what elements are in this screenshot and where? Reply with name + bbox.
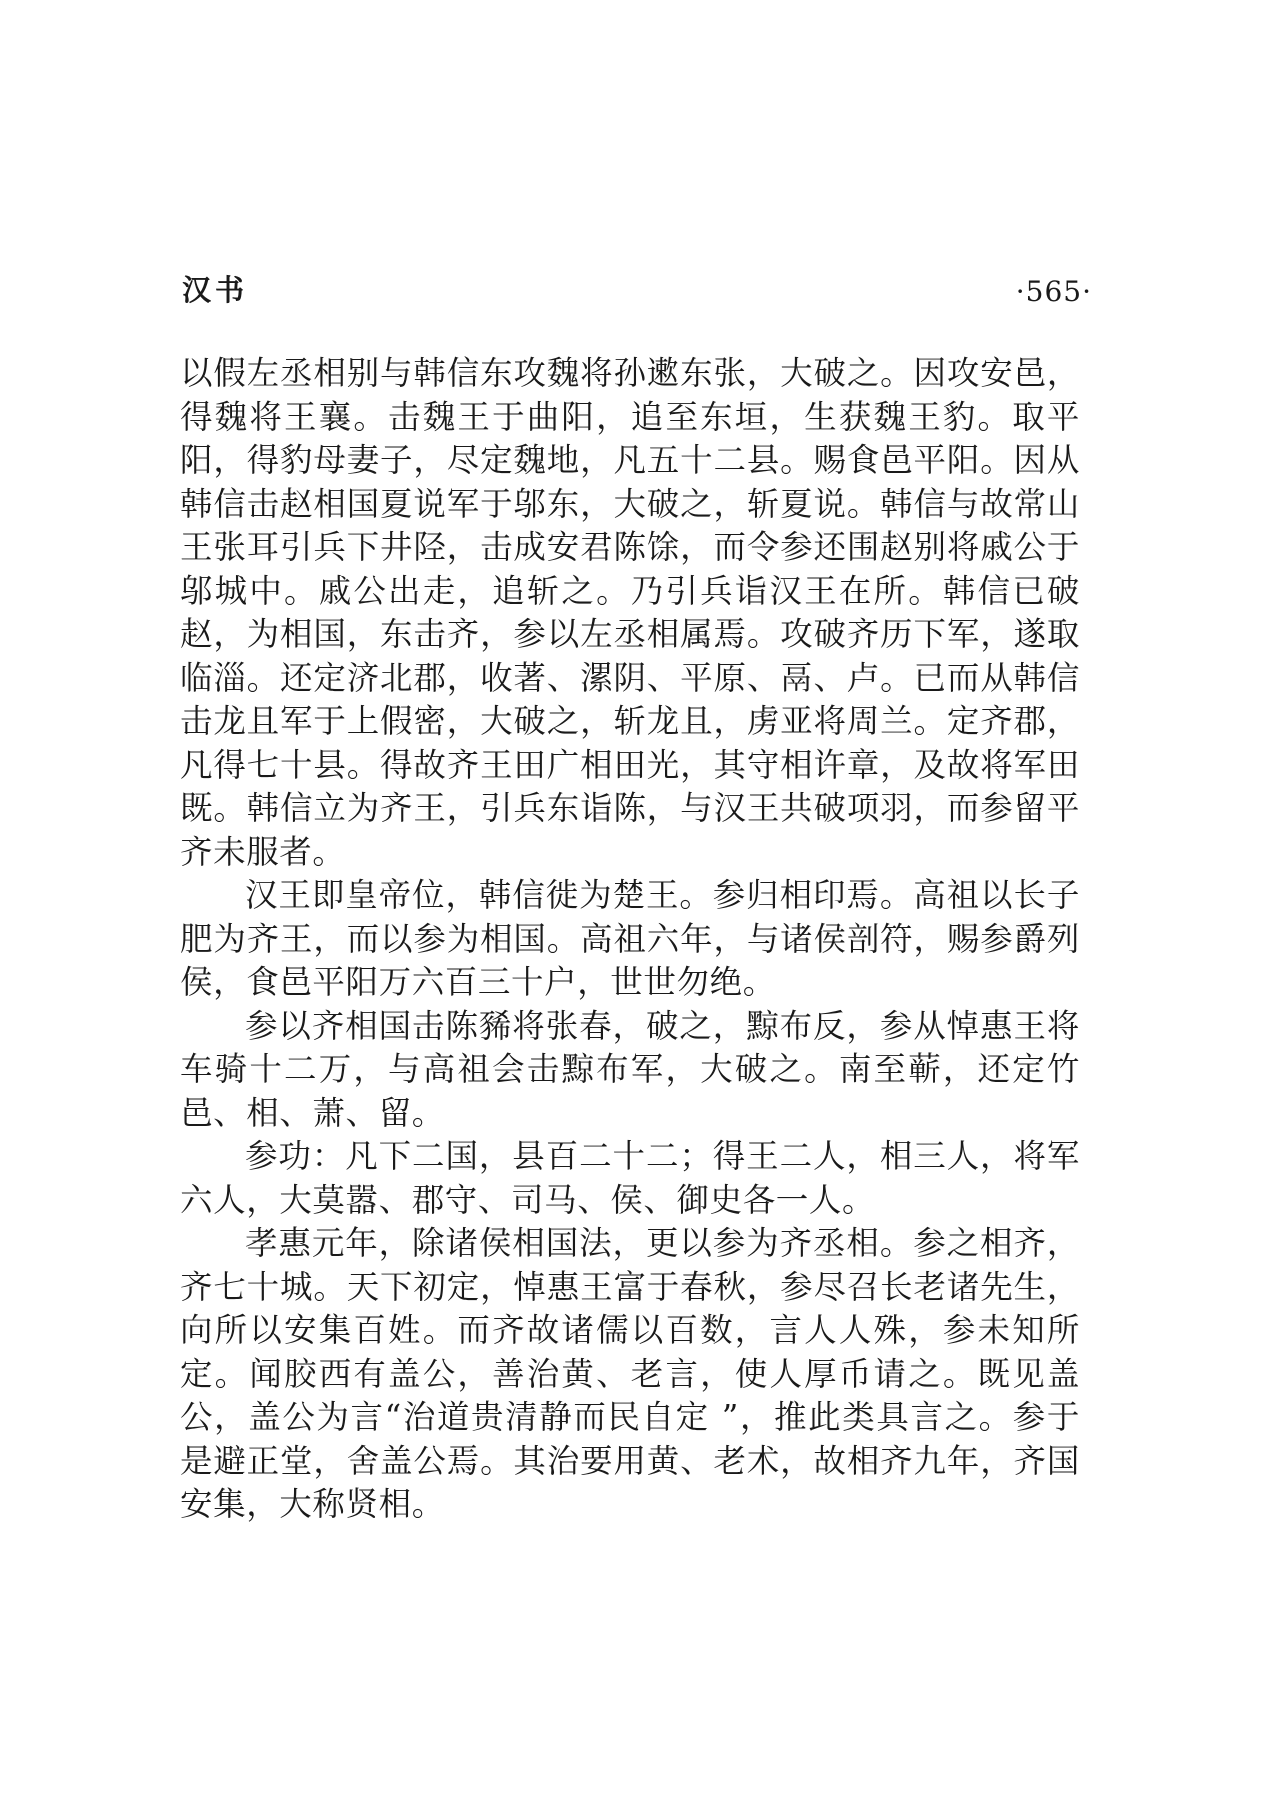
paragraph-continued: 以假左丞相别与韩信东攻魏将孙遬东张，大破之。因攻安邑，得魏将王襄。击魏王于曲阳，追至东垣，生获魏王豹。取平阳，得豹母妻子，尽定魏地，凡五十二县。赐食邑平阳。因从韩信击赵相国夏说军于邬东，大破之，斩夏说。韩信与故常山王张耳引兵下井陉，击成安君陈馀，而令参还围赵别将戚公于邬城中。戚公出走，追斩之。乃引兵诣汉王在所。韩信已破赵，为相国，东击齐，参以左丞相属焉。攻破齐历下军，遂取临淄。还定济北郡，收著、漯阴、平原、鬲、卢。已而从韩信击龙且军于上假密，大破之，斩龙且，虏亚将周兰。定齐郡，凡得七十县。得故齐王田广相田光，其守相许章，及故将军田既。韩信立为齐王，引兵东诣陈，与汉王共破项羽，而参留平齐未服者。 <box>180 354 1080 871</box>
paragraph: 参以齐相国击陈豨将张春，破之，黥布反，参从悼惠王将车骑十二万，与高祖会击黥布军，大破之。南至蕲，还定竹邑、相、萧、留。 <box>180 1006 1080 1132</box>
paragraph: 汉王即皇帝位，韩信徙为楚王。参归相印焉。高祖以长子肥为齐王，而以参为相国。高祖六年，与诸侯剖符，赐参爵列侯，食邑平阳万六百三十户，世世勿绝。 <box>180 876 1080 1001</box>
body-text <box>180 352 1080 1527</box>
paragraph: 参功：凡下二国，县百二十二；得王二人，相三人，将军六人，大莫嚣、郡守、司马、侯、御史各一人。 <box>180 1137 1080 1219</box>
paragraph: 孝惠元年，除诸侯相国法，更以参为齐丞相。参之相齐，齐七十城。天下初定，悼惠王富于春秋，参尽召长老诸先生，向所以安集百姓。而齐故诸儒以百数，言人人殊，参未知所定。闻胶西有盖公，善治黄、老言，使人厚币请之。既见盖公，盖公为言“治道贵清静而民自定 ”，推此类具言之。参于是避正堂，舍盖公焉。其治要用黄、老术，故相齐九年，齐国安集，大称贤相。 <box>180 1224 1080 1523</box>
page-number: ·565· <box>1015 275 1092 308</box>
running-title: 汉书 <box>182 273 249 307</box>
